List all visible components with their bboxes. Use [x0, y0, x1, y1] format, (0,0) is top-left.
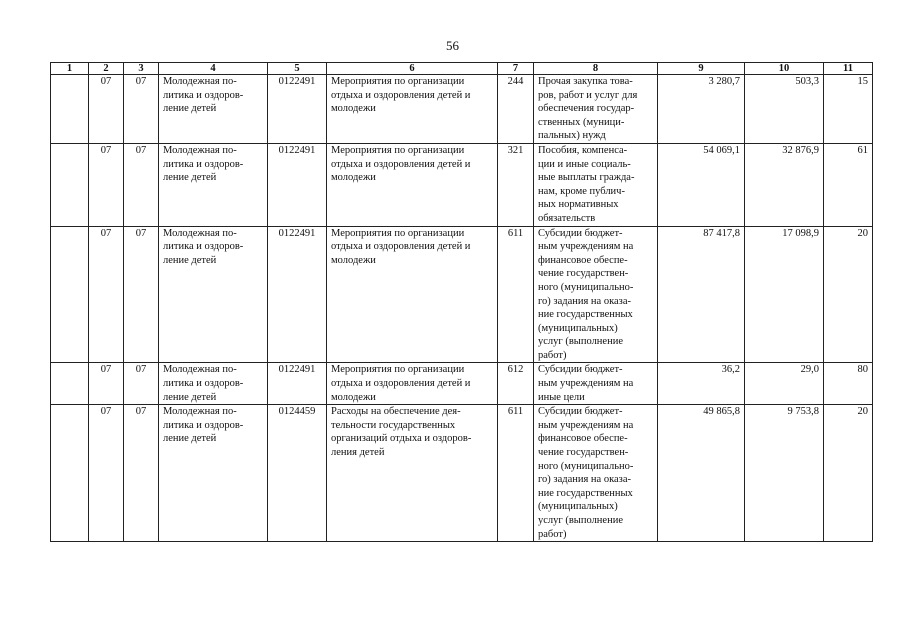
col-header-6: 6 — [327, 63, 498, 75]
col-header-2: 2 — [89, 63, 124, 75]
col-header-9: 9 — [658, 63, 745, 75]
table-row — [51, 143, 873, 226]
cell-subsection: 07 — [124, 405, 159, 542]
cell-expense-type: 611 — [498, 226, 534, 363]
cell-expense-type-name: Субсидии бюджет- ным учреждениям на финансовое обеспе- чение государствен- ного (муниципально- го) задания на оказа- ние государственных (муниципальных) услуг (выполнение работ) — [534, 226, 658, 363]
cell-col-1 — [51, 143, 89, 226]
table-row — [51, 226, 873, 363]
cell-amount-actual: 29,0 — [745, 363, 824, 405]
cell-percent: 80 — [824, 363, 873, 405]
cell-percent: 20 — [824, 405, 873, 542]
col-header-3: 3 — [124, 63, 159, 75]
table-row — [51, 405, 873, 542]
cell-target-article: 0122491 — [268, 226, 327, 363]
col-header-7: 7 — [498, 63, 534, 75]
cell-amount-plan: 49 865,8 — [658, 405, 745, 542]
col-header-10: 10 — [745, 63, 824, 75]
cell-article-name: Мероприятия по организации отдыха и оздоровления детей и молодежи — [327, 363, 498, 405]
cell-expense-type: 612 — [498, 363, 534, 405]
cell-col-1 — [51, 226, 89, 363]
table-row — [51, 75, 873, 144]
budget-table — [50, 62, 873, 542]
cell-col-1 — [51, 75, 89, 144]
cell-article-name: Расходы на обеспечение дея- тельности государственных организаций отдыха и оздоров- ления детей — [327, 405, 498, 542]
cell-expense-type-name: Прочая закупка това- ров, работ и услуг для обеспечения государ- ственных (муници- пальных) нужд — [534, 75, 658, 144]
cell-amount-actual: 17 098,9 — [745, 226, 824, 363]
cell-section: 07 — [89, 143, 124, 226]
col-header-1: 1 — [51, 63, 89, 75]
cell-amount-actual: 503,3 — [745, 75, 824, 144]
cell-amount-actual: 9 753,8 — [745, 405, 824, 542]
cell-section: 07 — [89, 405, 124, 542]
header-row — [51, 63, 873, 75]
col-header-4: 4 — [159, 63, 268, 75]
cell-subsection: 07 — [124, 143, 159, 226]
cell-expense-type-name: Субсидии бюджет- ным учреждениям на финансовое обеспе- чение государствен- ного (муниципально- го) задания на оказа- ние государственных (муниципальных) услуг (выполнение работ) — [534, 405, 658, 542]
cell-subsection: 07 — [124, 226, 159, 363]
col-header-5: 5 — [268, 63, 327, 75]
cell-target-article: 0122491 — [268, 143, 327, 226]
cell-section: 07 — [89, 226, 124, 363]
cell-amount-actual: 32 876,9 — [745, 143, 824, 226]
cell-subsection-name: Молодежная по- литика и оздоров- ление детей — [159, 226, 268, 363]
cell-col-1 — [51, 363, 89, 405]
cell-target-article: 0124459 — [268, 405, 327, 542]
cell-target-article: 0122491 — [268, 363, 327, 405]
cell-section: 07 — [89, 363, 124, 405]
cell-percent: 61 — [824, 143, 873, 226]
cell-amount-plan: 3 280,7 — [658, 75, 745, 144]
col-header-8: 8 — [534, 63, 658, 75]
cell-article-name: Мероприятия по организации отдыха и оздоровления детей и молодежи — [327, 143, 498, 226]
cell-percent: 20 — [824, 226, 873, 363]
cell-subsection-name: Молодежная по- литика и оздоров- ление детей — [159, 75, 268, 144]
cell-target-article: 0122491 — [268, 75, 327, 144]
cell-col-1 — [51, 405, 89, 542]
cell-subsection-name: Молодежная по- литика и оздоров- ление детей — [159, 143, 268, 226]
page-number: 56 — [446, 38, 459, 53]
cell-amount-plan: 54 069,1 — [658, 143, 745, 226]
cell-subsection-name: Молодежная по- литика и оздоров- ление детей — [159, 405, 268, 542]
cell-article-name: Мероприятия по организации отдыха и оздоровления детей и молодежи — [327, 75, 498, 144]
cell-amount-plan: 87 417,8 — [658, 226, 745, 363]
cell-expense-type-name: Субсидии бюджет- ным учреждениям на иные цели — [534, 363, 658, 405]
cell-expense-type-name: Пособия, компенса- ции и иные социаль- ные выплаты гражда- нам, кроме публич- ных нормативных обязательств — [534, 143, 658, 226]
cell-expense-type: 321 — [498, 143, 534, 226]
cell-expense-type: 611 — [498, 405, 534, 542]
cell-subsection: 07 — [124, 363, 159, 405]
cell-amount-plan: 36,2 — [658, 363, 745, 405]
cell-section: 07 — [89, 75, 124, 144]
table-row — [51, 363, 873, 405]
cell-subsection-name: Молодежная по- литика и оздоров- ление детей — [159, 363, 268, 405]
cell-subsection: 07 — [124, 75, 159, 144]
cell-percent: 15 — [824, 75, 873, 144]
cell-expense-type: 244 — [498, 75, 534, 144]
col-header-11: 11 — [824, 63, 873, 75]
cell-article-name: Мероприятия по организации отдыха и оздоровления детей и молодежи — [327, 226, 498, 363]
